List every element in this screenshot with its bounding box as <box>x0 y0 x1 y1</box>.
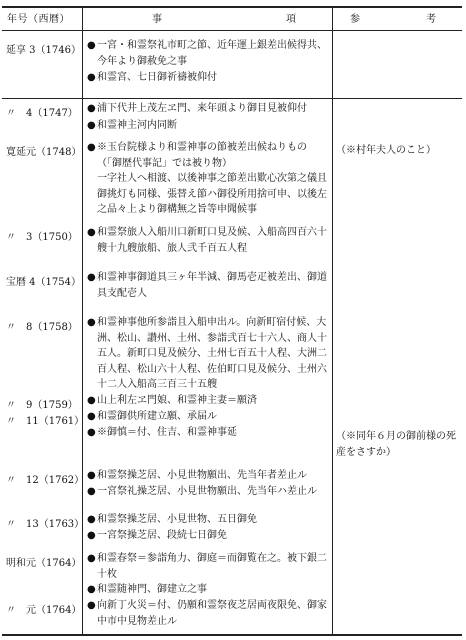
entry-text: 和霊神事御道具三ヶ年半減、御馬壱疋被差出、御道具支配壱人 <box>97 272 327 299</box>
entry-text: 一字社人へ相渡、以後神事之節差出歎心次第之儀且御挑灯も同様、張替え節ハ御役所用捨可申、以後左之品々上より御構無之旨等申聞候事 <box>97 173 327 215</box>
entry-text: 和霊祭操芝居、小見世物、五日御免 <box>97 514 257 525</box>
entry <box>87 409 331 425</box>
entry-bullet: ● <box>87 553 96 564</box>
entry <box>87 468 331 484</box>
entry-bullet: ● <box>87 411 96 422</box>
chronology-table <box>2 6 462 636</box>
entry-text: 和霊随神門、御建立之事 <box>97 584 207 595</box>
entry-bullet: ● <box>87 427 96 438</box>
entry <box>87 484 331 500</box>
entry <box>87 315 331 393</box>
entry <box>87 171 331 218</box>
entry-text: 和霊春祭＝参詣角力、御庭＝而御覧在之。被下銀二十枚 <box>97 553 327 580</box>
header-era: 年号（西暦） <box>7 14 70 25</box>
era-cell: 〃 12（1762） <box>6 475 85 486</box>
era-cell: 〃 元（1764） <box>6 605 82 616</box>
era-cell: 延享 3（1746） <box>6 45 81 56</box>
entry-bullet: ● <box>87 227 96 238</box>
entry <box>87 101 331 117</box>
entry-text: 和霊神主河内同断 <box>97 120 177 131</box>
entry-text: 和霊祭操芝居、小見世物願出、先当年者差止ル <box>97 470 307 481</box>
entry <box>87 551 331 582</box>
header-matter-1: 事 <box>152 14 163 25</box>
entry-bullet: ● <box>87 103 96 114</box>
entry-bullet: ● <box>87 514 96 525</box>
header-matter-2: 項 <box>286 14 297 25</box>
entry-text: 浦下代井上茂左ヱ門、来年頭より御目見被仰付 <box>97 103 307 114</box>
entry <box>87 528 331 544</box>
entry-text: ※玉台院様より和霊神事の節被差出候ねりもの（「御歴代事記」では被り物） <box>97 142 307 169</box>
entry-bullet: ● <box>87 600 96 611</box>
entry-text: 和霊宮、七日御祈禱被仰付 <box>97 72 217 83</box>
era-cell: 〃 4（1747） <box>6 108 78 119</box>
entry-text: ※御慎＝付、住吉、和霊神事延 <box>97 427 237 438</box>
header-ref-1: 参 <box>350 14 361 25</box>
row-rule <box>2 98 462 99</box>
entry-text: 一宮祭操芝居、段続七日御免 <box>97 530 227 541</box>
entry <box>87 38 331 69</box>
entry <box>87 225 331 256</box>
entry-bullet: ● <box>87 470 96 481</box>
entry <box>87 598 331 629</box>
entry-bullet: ● <box>87 40 96 51</box>
entry-bullet: ● <box>87 530 96 541</box>
entry <box>87 270 331 301</box>
entry-text: 和霊祭旅人入船川口新町口見及候、入船高四百六十艘十九艘旅船、旅人弐千百五人程 <box>97 227 327 254</box>
era-cell: 宝暦 4（1754） <box>6 277 81 288</box>
era-cell: 〃 8（1758） <box>6 322 78 333</box>
entry-bullet: ● <box>87 317 96 328</box>
entry-bullet: ● <box>87 272 96 283</box>
era-cell: 〃 13（1763） <box>6 519 85 530</box>
table-top-rule <box>2 6 462 8</box>
entry <box>87 425 331 441</box>
entry-text: 和霊御供所建立願、承届ル <box>97 411 217 422</box>
entry <box>87 582 331 598</box>
entry <box>87 70 331 86</box>
entry-bullet: ● <box>87 395 96 406</box>
entry-text: 和霊神事他所参詣且入船申出ル。向新町宿付候、大洲、松山、讃州、土州、参詣弐百七十六人、商人十五人。新町口見及候分、土州七百五十人程、大洲二百人程、松山六十人程、佐伯町口見及候分、土州六十二人入船高三百三十五艘 <box>97 317 327 390</box>
entry-text: 向新丁火災＝付、仍願和霊祭夜芝居両夜限免、御家中市中見物差止ル <box>97 600 327 627</box>
entry-text: 一宮祭礼操芝居、小見世物願出、先当年ハ差止ル <box>97 486 317 497</box>
entry-text: 一宮・和霊祭礼市町之節、近年運上銀差出候得共、今年より御赦免之事 <box>97 40 327 67</box>
entry-text: 山上利左ヱ門娘、和霊神主妻＝願済 <box>97 395 257 406</box>
entry <box>87 393 331 409</box>
reference-note: （※村年夫人のこと） <box>336 145 436 156</box>
entry <box>87 140 331 171</box>
entry <box>87 512 331 528</box>
entry-bullet: ● <box>87 72 96 83</box>
entry-bullet: ● <box>87 486 96 497</box>
header-rule <box>2 30 462 31</box>
entry-bullet: ● <box>87 120 96 131</box>
entry <box>87 118 331 134</box>
era-cell: 明和元（1764） <box>6 558 82 569</box>
era-cell: 〃 11（1761） <box>6 416 85 427</box>
column-divider-era <box>82 6 83 636</box>
entry-bullet: ● <box>87 142 96 153</box>
header-ref-2: 考 <box>426 14 437 25</box>
reference-note: （※同年６月の御前様の死産をさすか） <box>336 431 456 458</box>
era-cell: 〃 3（1750） <box>6 232 78 243</box>
era-cell: 寛延元（1748） <box>6 147 82 158</box>
column-divider-ref <box>332 6 333 636</box>
era-cell: 〃 9（1759） <box>6 400 78 411</box>
table-bottom-rule <box>2 634 462 636</box>
entry-bullet: ● <box>87 584 96 595</box>
